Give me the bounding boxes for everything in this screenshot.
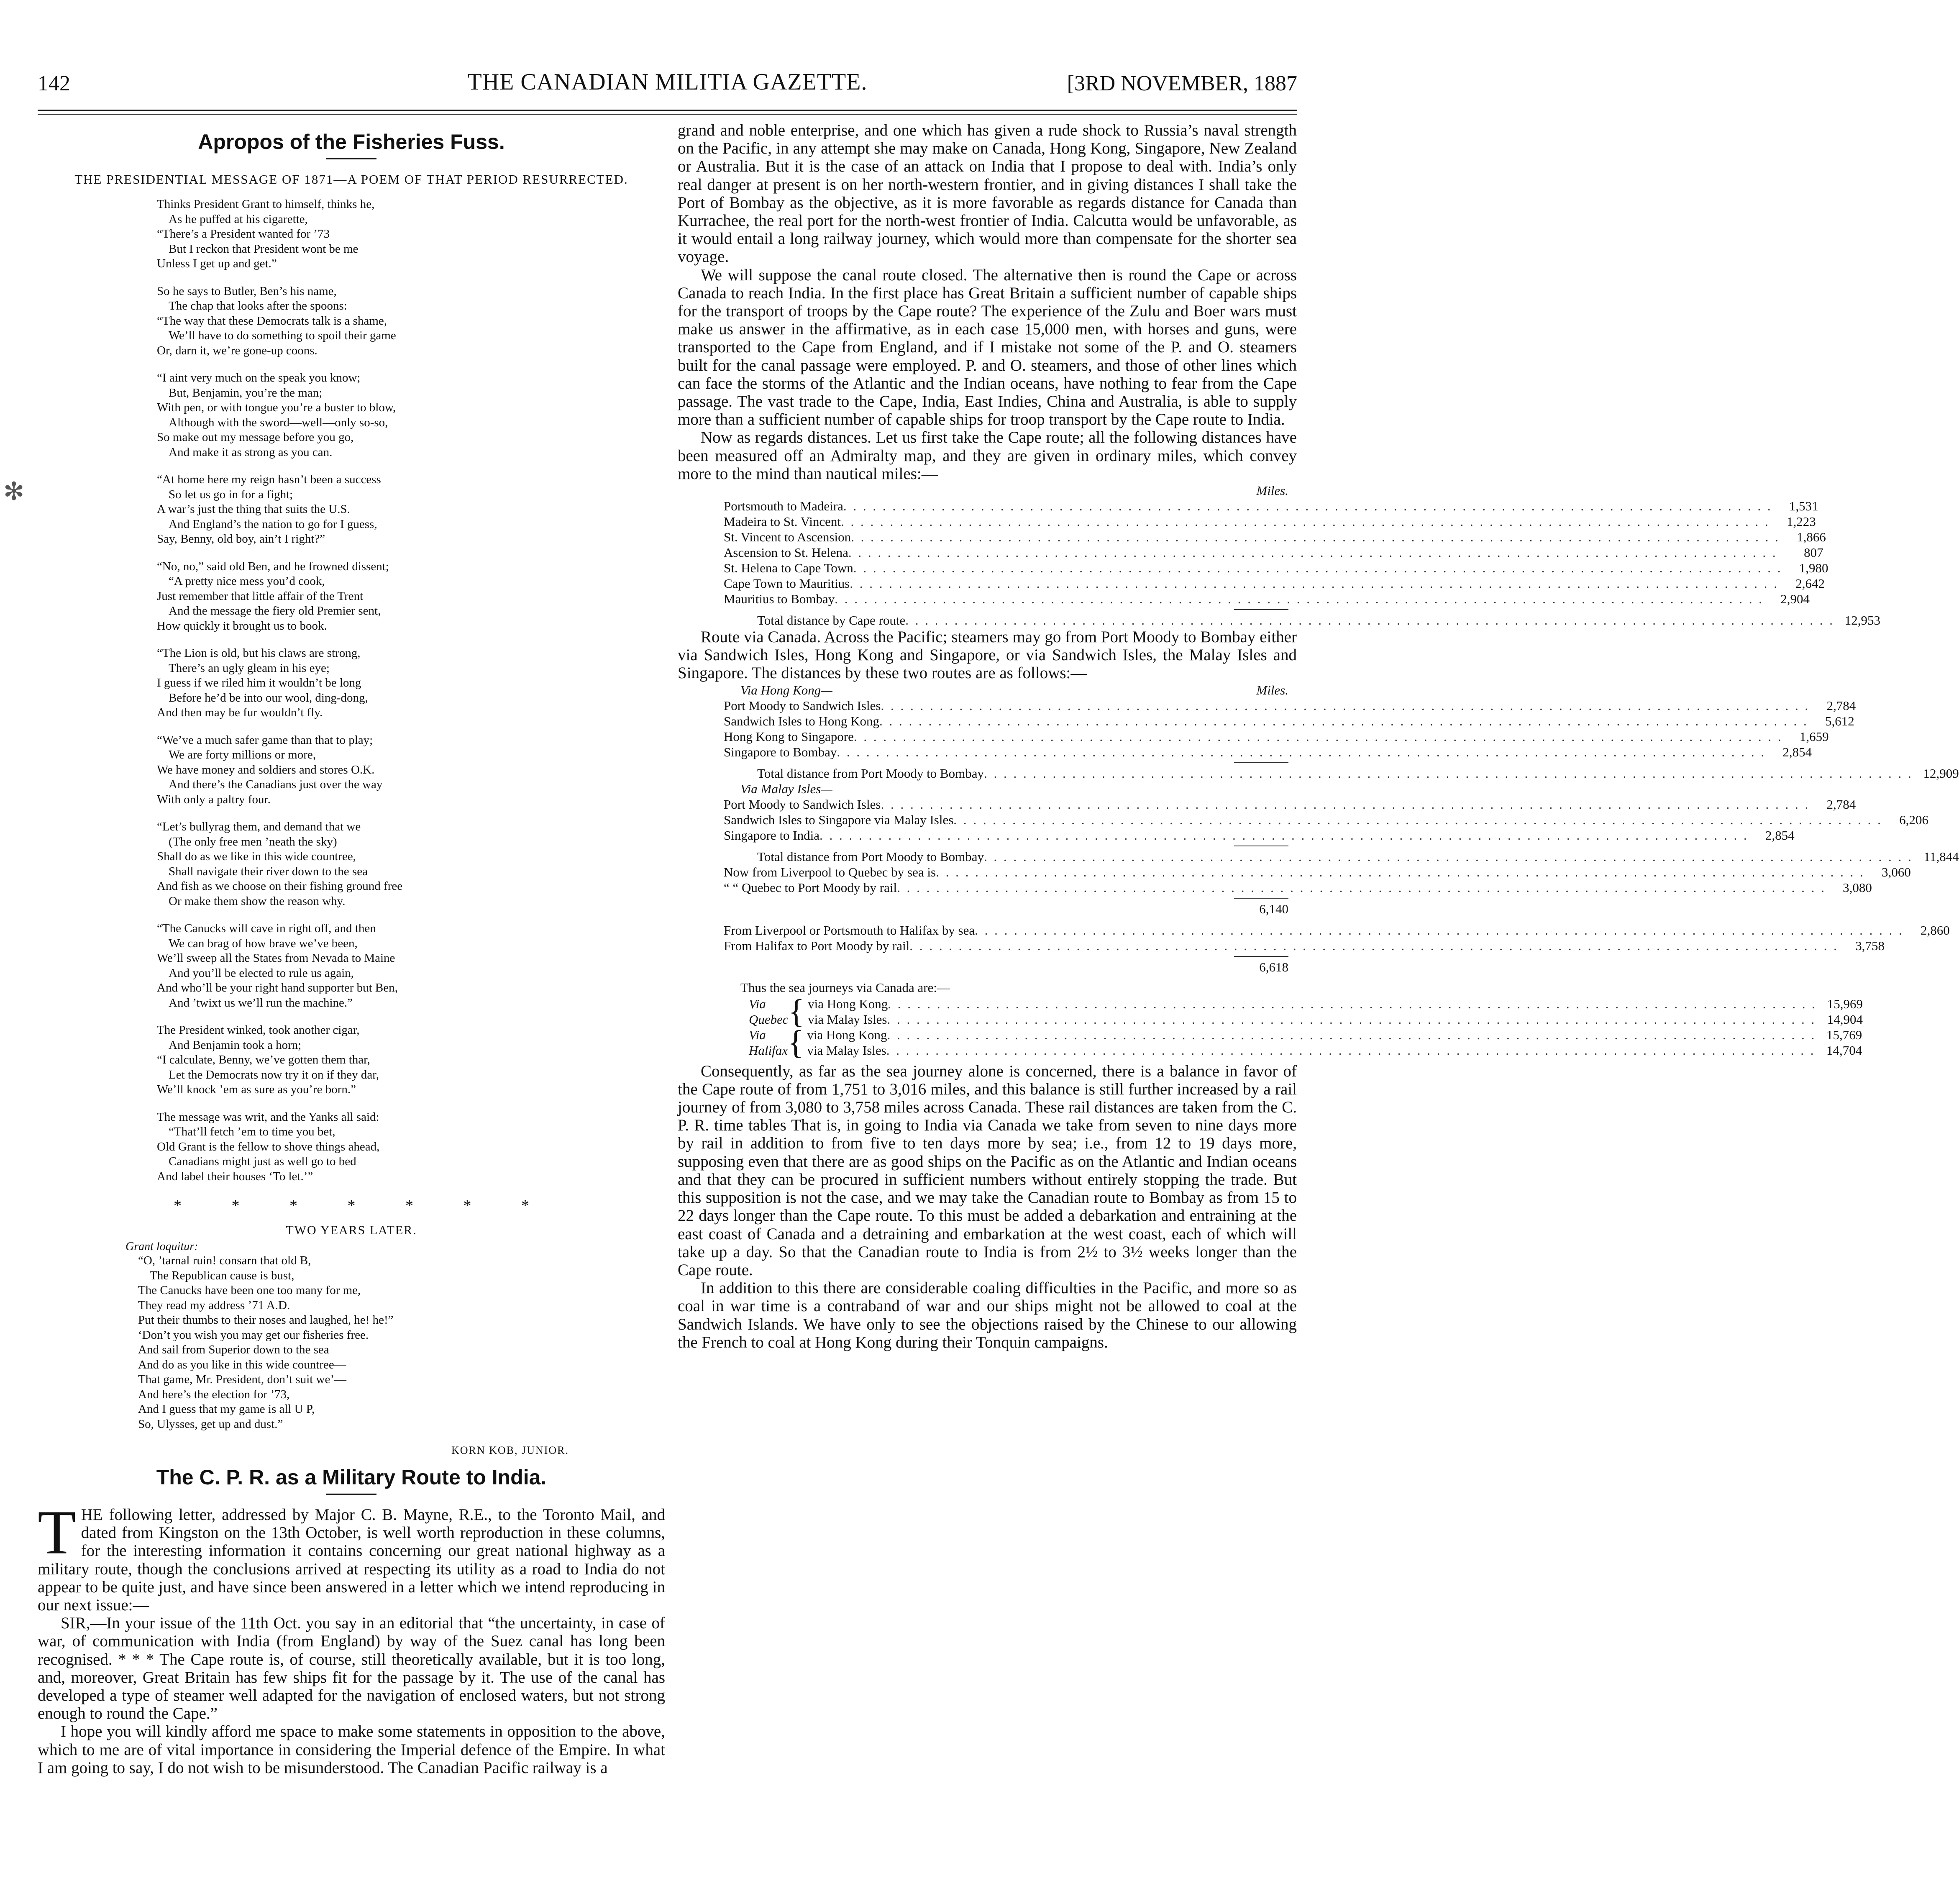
canada-route-paragraph — [678, 628, 1297, 682]
table-total-row — [724, 959, 1288, 975]
route-leg: From Liverpool or Portsmouth to Halifax by sea — [724, 923, 975, 938]
cpr-intro — [38, 1498, 665, 1777]
distance-miles: 2,854 — [1765, 828, 1795, 843]
poem-line: Or, darn it, we’re gone-up coons. — [157, 343, 318, 357]
poem-line: Canadians might just as well go to bed — [169, 1155, 356, 1168]
later-poem — [138, 1253, 665, 1432]
table-row — [724, 545, 1823, 560]
poem-line: ‘Don’t you wish you may get our fisheries free. — [138, 1328, 369, 1342]
leader-dots — [879, 713, 1808, 729]
issue-date: [3RD NOVEMBER, 1887 — [1067, 72, 1297, 95]
table-row — [724, 864, 1911, 880]
distance-miles: 2,784 — [1826, 698, 1856, 713]
title-rule — [326, 158, 376, 159]
distance-miles: 15,769 — [1826, 1027, 1862, 1042]
cpr-body-1 — [678, 121, 1297, 483]
total-value: 6,140 — [1259, 901, 1288, 916]
total-value: 12,953 — [1844, 613, 1880, 628]
leader-dots — [851, 529, 1780, 545]
route-leg: St. Vincent to Ascension — [724, 530, 851, 545]
page-header — [38, 63, 1297, 100]
paragraph: grand and noble enterprise, and one which has given a rude shock to Russia’s naval strength on the Pacific, in any attempt she may make on Canada, Hong Kong, Singapore, New Zealand or Australia. But it is the case of an attack on India that I propose to deal with. India’s only real danger at present is on her north-western frontier, and in giving distances I shall take the Port of Bombay as the objective, as it is more favorable as regards distance for Canada than Kurrachee, the real port for the north-west frontier of India. Calcutta would be unfavorable, as it would entail a long railway journey, which would more than compensate for the shorter sea voyage. — [678, 121, 1297, 266]
table-row — [724, 923, 1950, 938]
poem-line: And Benjamin took a horn; — [169, 1038, 302, 1052]
poem-line: “We’ve a much safer game than that to play; — [157, 733, 373, 747]
poem-line: And here’s the election for ’73, — [138, 1387, 290, 1401]
article-title-cpr: The C. P. R. as a Military Route to India. — [156, 1466, 547, 1489]
poem-line: With pen, or with tongue you’re a buster to blow, — [157, 401, 396, 414]
poem-line: The Republican cause is bust, — [150, 1268, 294, 1282]
poem-line: “The way that these Democrats talk is a shame, — [157, 314, 387, 328]
poem-stanza — [157, 472, 665, 547]
table-row — [724, 729, 1829, 744]
section-stars: * * * * * * * — [174, 1197, 529, 1215]
table-row — [724, 828, 1795, 843]
table-row — [724, 498, 1818, 514]
brace-icon: { — [787, 1024, 804, 1061]
total-label: Total distance from Port Moody to Bombay — [757, 766, 984, 781]
poem-line: They read my address ’71 A.D. — [138, 1298, 290, 1312]
poem-line: “That’ll fetch ’em to time you bet, — [169, 1125, 335, 1138]
leader-dots — [887, 1027, 1816, 1043]
poem-line: And who’ll be your right hand supporter but Ben, — [157, 981, 398, 994]
table-row — [724, 938, 1885, 953]
paragraph: Consequently, as far as the sea journey alone is concerned, there is a balance in favor of the Cape route of from 1,751 to 3,016 miles, and this balance is still further increased by a rail journey of from 3,080 to 3,758 miles across Canada. These rail distances are taken from the C. P. R. time tables That is, in going to India via Canada we take from seven to nine days more by rail in addition to from five to ten days more by sea; i.e., from 12 to 19 days more, supposing even that there are as good ships on the Pacific as on the Atlantic and Indian oceans and that they can be procured in sufficient numbers without entirely stopping the trade. But this supposition is not the case, and we may take the Canadian route to Bombay as from 15 to 22 days longer than the Cape route. To this must be added a debarkation and entraining at the east coast of Canada and a detraining and embarkation at the west coast, each of which will take up a day. So that the Canadian route to India is from 2½ to 3½ weeks longer than the Cape route. — [678, 1062, 1297, 1279]
poem-line: And do as you like in this wide countree— — [138, 1358, 346, 1371]
table-row — [724, 560, 1828, 576]
distance-miles: 5,612 — [1825, 713, 1854, 728]
poem-line: I guess if we riled him it wouldn’t be long — [157, 676, 361, 689]
poem-line: “At home here my reign hasn’t been a success — [157, 473, 381, 486]
poem-line: We can brag of how brave we’ve been, — [169, 936, 358, 950]
distance-miles: 14,704 — [1826, 1043, 1862, 1058]
paragraph: We will suppose the canal route closed. The alternative then is round the Cape or across Canada to reach India. In the first place has Great Britain a sufficient number of capable ships for the transport of troops by the Cape route? The experience of the Zulu and Boer wars must make us answer in the affirmative, as in each case 15,000 men, with horses and guns, were transported to the Cape from England, and if I mistake not some of the P. and O. steamers built for the canal passage were employed. P. and O. steamers, and those of other lines which can face the storms of the Atlantic and the Indian oceans, have nothing to fear from the Cape passage. The vast trade to the Cape, India, East Indies, China and Australia, is able to supply more than a sufficient number of capable ships for troop transport by the Cape route to India. — [678, 266, 1297, 429]
paragraph: Route via Canada. Across the Pacific; steamers may go from Port Moody to Bombay either via Sandwich Isles, Hong Kong and Singapore, or via Sandwich Isles, the Malay Isles and Singapore. The distances by these two routes are as follows:— — [678, 628, 1297, 682]
poem-line: We’ll sweep all the States from Nevada to Maine — [157, 951, 395, 965]
distance-miles: 3,080 — [1843, 880, 1872, 895]
table-row — [724, 797, 1856, 812]
poem-line: The message was writ, and the Yanks all said: — [157, 1110, 379, 1124]
table-row — [808, 996, 1863, 1012]
cape-route-table — [724, 483, 1880, 628]
poem-stanza — [157, 197, 665, 272]
via-halifax-label: Via Halifax — [749, 1027, 788, 1058]
hk-route-table — [724, 682, 1959, 1061]
poem-line: (The only free men ’neath the sky) — [169, 835, 337, 848]
poem-line: Let the Democrats now try it on if they dar, — [169, 1068, 379, 1081]
poem-stanza — [157, 1023, 665, 1097]
poem-stanza — [157, 1110, 665, 1184]
sum-rule — [1234, 898, 1288, 899]
poem-line: Although with the sword—well—only so-so, — [169, 415, 388, 429]
route-leg: Madeira to St. Vincent — [724, 514, 841, 529]
poem-stanza — [157, 820, 665, 909]
leader-dots — [936, 864, 1865, 880]
distance-miles: 2,784 — [1826, 797, 1856, 812]
poem-line: And label their houses ‘To let.’” — [157, 1169, 313, 1183]
route-leg: Sandwich Isles to Singapore via Malay Isles — [724, 812, 954, 827]
route-leg: Sandwich Isles to Hong Kong — [724, 713, 879, 728]
right-column — [678, 121, 1959, 1351]
poem-line: There’s an ugly gleam in his eye; — [169, 661, 330, 675]
route-leg: via Malay Isles — [807, 1043, 886, 1058]
distance-miles: 3,758 — [1855, 938, 1885, 953]
loquitur: Grant loquitur: — [125, 1240, 198, 1253]
distance-miles: 1,866 — [1797, 530, 1826, 545]
poem-line: “There’s a President wanted for ’73 — [157, 227, 330, 241]
sea-journeys-heading: Thus the sea journeys via Canada are:— — [740, 980, 950, 995]
poem-line: The chap that looks after the spoons: — [169, 299, 347, 313]
via-quebec-group — [749, 993, 1863, 1030]
poem-line: “A pretty nice mess you’d cook, — [169, 574, 325, 588]
leader-dots — [897, 880, 1826, 895]
table-row — [724, 713, 1854, 729]
paragraph: Now as regards distances. Let us first take the Cape route; all the following distances have been measured off an Admiralty map, and they are given in ordinary miles, which convey more to the mind than nautical miles:— — [678, 428, 1297, 483]
paragraph: SIR,—In your issue of the 11th Oct. you say in an editorial that “the uncertainty, in case of war, of communication with India (from England) by way of the Suez canal has long been recognised. * * * The Cape route is, of course, still theoretically available, but it is too long, and, moreover, Great Britain has few ships fit for the passage by it. The use of the canal has developed a type of steamer well adapted for the navigation of enclosed waters, but not strong enough to round the Cape.” — [38, 1614, 665, 1723]
page-number: 142 — [38, 72, 70, 95]
sum-rule — [1234, 762, 1288, 763]
distance-miles: 1,659 — [1799, 729, 1829, 744]
distance-miles: 3,060 — [1882, 864, 1911, 879]
poem-stanza — [157, 284, 665, 359]
route-leg: Port Moody to Sandwich Isles — [724, 698, 881, 713]
poem-line: The President winked, took another cigar, — [157, 1023, 360, 1037]
poem-line: And the message the fiery old Premier sent, — [169, 604, 381, 618]
route-leg: Cape Town to Mauritius — [724, 576, 850, 591]
poem-line: Just remember that little affair of the Trent — [157, 589, 364, 603]
poem-line: We’ll knock ’em as sure as you’re born.” — [157, 1083, 356, 1096]
distance-miles: 807 — [1804, 545, 1823, 560]
poem-signature: KORN KOB, JUNIOR. — [451, 1444, 569, 1456]
route-leg: Now from Liverpool to Quebec by sea is — [724, 864, 936, 879]
poem-line: The Canucks have been one too many for me, — [138, 1284, 361, 1297]
poem-line: And then may be fur wouldn’t fly. — [157, 706, 323, 719]
leader-dots — [953, 812, 1882, 828]
leader-dots — [888, 996, 1817, 1012]
poem-line: We’ll have to do something to spoil their game — [169, 329, 396, 342]
leader-dots — [854, 729, 1783, 744]
poem-line: Thinks President Grant to himself, thinks he, — [157, 197, 375, 211]
poem-line: Say, Benny, old boy, ain’t I right?” — [157, 532, 325, 546]
route-leg: “ “ Quebec to Port Moody by rail — [724, 880, 897, 895]
brace-icon: { — [788, 993, 805, 1030]
article-title-fisheries: Apropos of the Fisheries Fuss. — [198, 130, 505, 154]
route-leg: Ascension to St. Helena — [724, 545, 848, 560]
poem-stanza — [138, 1253, 665, 1432]
poem-subtitle: THE PRESIDENTIAL MESSAGE OF 1871—A POEM OF THAT PERIOD RESURRECTED. — [74, 172, 628, 187]
distance-miles: 6,206 — [1899, 812, 1929, 827]
poem-line: So let us go in for a fight; — [169, 487, 293, 501]
route-leg: Port Moody to Sandwich Isles — [724, 797, 881, 812]
table-total-row — [724, 766, 1959, 781]
poem-line: So he says to Butler, Ben’s his name, — [157, 284, 337, 298]
miles-header: Miles. — [1256, 682, 1288, 697]
leader-dots — [909, 938, 1839, 953]
leader-dots — [850, 576, 1779, 591]
poem-line: “I calculate, Benny, we’ve gotten them thar, — [157, 1053, 370, 1066]
table-row — [724, 514, 1816, 529]
distance-miles: 1,980 — [1799, 561, 1828, 576]
title-rule — [326, 1494, 376, 1495]
table-row — [724, 880, 1872, 895]
masthead: THE CANADIAN MILITIA GAZETTE. — [467, 69, 868, 95]
route-leg: via Hong Kong — [808, 996, 888, 1011]
poem-line: And England’s the nation to go for I guess, — [169, 517, 377, 531]
table-header-row — [724, 781, 1288, 797]
route-leg: Mauritius to Bombay — [724, 592, 835, 607]
table-row — [724, 812, 1929, 828]
distance-miles: 2,860 — [1921, 923, 1950, 938]
route-leg: Singapore to India — [724, 828, 820, 843]
hk-heading: Via Hong Kong— — [740, 682, 832, 697]
leader-dots — [843, 498, 1772, 514]
route-leg: From Halifax to Port Moody by rail — [724, 938, 910, 953]
total-label: Total distance from Port Moody to Bombay — [757, 849, 984, 864]
distance-miles: 2,854 — [1782, 744, 1812, 759]
route-leg: Hong Kong to Singapore — [724, 729, 854, 744]
table-row — [808, 1012, 1863, 1027]
cpr-body-2 — [678, 1062, 1297, 1351]
poem-line: And make it as strong as you can. — [169, 445, 333, 459]
poem-line: “The Canucks will cave in right off, and then — [157, 922, 376, 935]
table-row — [724, 591, 1810, 607]
leader-dots — [819, 828, 1749, 843]
poem-stanza — [157, 371, 665, 460]
table-row — [724, 576, 1825, 591]
distance-miles: 2,904 — [1780, 592, 1810, 607]
via-halifax-group — [749, 1024, 1862, 1061]
poem-line: “The Lion is old, but his claws are strong, — [157, 646, 361, 660]
poem-stanza — [157, 646, 665, 720]
poem-stanza — [157, 921, 665, 1010]
miles-header: Miles. — [1256, 483, 1288, 498]
drop-cap: T — [38, 1498, 76, 1567]
left-column — [38, 121, 665, 1777]
poem-line: But I reckon that President wont be me — [169, 242, 359, 256]
route-leg: via Malay Isles — [808, 1012, 887, 1027]
leader-dots — [881, 797, 1810, 812]
poem-line: We are forty millions or more, — [169, 748, 316, 761]
header-rule-thin — [38, 114, 1297, 115]
route-leg: Singapore to Bombay — [724, 744, 837, 759]
leader-dots — [835, 591, 1764, 607]
sum-rule — [1234, 609, 1288, 610]
distance-miles: 2,642 — [1795, 576, 1825, 591]
poem-line: But, Benjamin, you’re the man; — [169, 386, 323, 400]
poem-line: “No, no,” said old Ben, and he frowned dissent; — [157, 559, 389, 573]
table-row — [724, 529, 1826, 545]
route-leg: St. Helena to Cape Town — [724, 561, 853, 576]
distance-miles: 1,531 — [1789, 499, 1818, 514]
route-leg: Portsmouth to Madeira — [724, 499, 843, 514]
leader-dots — [848, 545, 1777, 560]
sum-rule — [1234, 956, 1288, 957]
poem-stanza — [157, 559, 665, 634]
poem-line: “O, ’tarnal ruin! consarn that old B, — [138, 1254, 311, 1267]
poem-line: And ’twixt us we’ll run the machine.” — [169, 996, 353, 1010]
total-value: 6,618 — [1259, 959, 1288, 974]
distance-miles: 14,904 — [1827, 1012, 1863, 1027]
poem-line: Old Grant is the fellow to shove things ahead, — [157, 1140, 380, 1153]
poem-line: “I aint very much on the speak you know; — [157, 371, 361, 384]
table-row — [807, 1027, 1862, 1043]
poem-line: Before he’d be into our wool, ding-dong, — [169, 691, 368, 705]
table-total-row — [724, 901, 1288, 917]
leader-dots — [886, 1043, 1816, 1058]
poem-line: Put their thumbs to their noses and laughed, he! he!” — [138, 1313, 394, 1327]
poem-stanza — [157, 733, 665, 807]
distance-miles: 15,969 — [1827, 996, 1863, 1011]
poem-line: Unless I get up and get.” — [157, 257, 277, 270]
leader-dots — [841, 514, 1770, 529]
paragraph: In addition to this there are considerable coaling difficulties in the Pacific, and more so as coal in war time is a contraband of war and our ships might not be allowed to coal at the Sandwich Islands. We have only to see the objections raised by the Chinese to our allowing the French to coal at Hong Kong during their Tonquin campaigns. — [678, 1279, 1297, 1351]
distance-miles: 1,223 — [1786, 514, 1816, 529]
poem-line: And I guess that my game is all U P, — [138, 1402, 315, 1416]
header-rule — [38, 110, 1297, 111]
poem-line: “Let’s bullyrag them, and demand that we — [157, 820, 361, 833]
table-row — [724, 698, 1856, 713]
paragraph: I hope you will kindly afford me space to make some statements in opposition to the above, which to me are of vital importance in considering the Imperial defence of the Empire. In what I am going to say, I do not wish to be misunderstood. The Canadian Pacific railway is a — [38, 1722, 665, 1777]
leader-dots — [975, 923, 1904, 938]
poem-line: We have money and soldiers and stores O.K. — [157, 763, 375, 776]
poem-line: Shall do as we like in this wide countree, — [157, 850, 356, 863]
total-value: 12,909 — [1923, 766, 1959, 781]
poem-line: A war’s just the thing that suits the U.S. — [157, 502, 350, 516]
route-leg: via Hong Kong — [807, 1027, 887, 1042]
leader-dots — [837, 744, 1766, 760]
table-row — [807, 1043, 1862, 1058]
malay-heading: Via Malay Isles— — [740, 781, 832, 796]
leader-dots — [887, 1012, 1817, 1027]
leader-dots — [881, 698, 1810, 713]
leader-dots — [853, 560, 1782, 576]
intro-text: HE following letter, addressed by Major C. B. Mayne, R.E., to the Toronto Mail, and dated from Kingston on the 13th October, is well worth reproduction in these columns, for the interesting information it contains concerning our great national highway as a military route, though the conclusions arrived at respecting its utility as a road to India do not appear to be quite just, and have since been answered in a letter which we intend reproducing in our next issue:— — [38, 1506, 665, 1614]
total-value: 11,844 — [1923, 849, 1959, 864]
poem-line: And sail from Superior down to the sea — [138, 1343, 329, 1356]
poem-line: And fish as we choose on their fishing ground free — [157, 879, 403, 893]
poem-line: And you’ll be elected to rule us again, — [169, 966, 354, 980]
table-total-row — [724, 849, 1959, 864]
ink-blot-icon: ✻ — [3, 478, 25, 505]
poem — [157, 197, 665, 1184]
poem-line: As he puffed at his cigarette, — [169, 212, 308, 226]
poem-line: Shall navigate their river down to the sea — [169, 864, 368, 878]
poem-line: That game, Mr. President, don’t suit we’— — [138, 1373, 347, 1386]
table-total-row — [724, 612, 1880, 628]
table-header-row — [724, 682, 1288, 698]
poem-line: With only a paltry four. — [157, 792, 271, 806]
via-quebec-label: Via Quebec — [749, 996, 789, 1027]
poem-line: So make out my message before you go, — [157, 431, 354, 444]
poem-line: So, Ulysses, get up and dust.” — [138, 1417, 283, 1431]
poem-line: And there’s the Canadians just over the way — [169, 778, 383, 791]
poem-line: Or make them show the reason why. — [169, 894, 346, 908]
poem-line: How quickly it brought us to book. — [157, 619, 327, 633]
table-row — [724, 744, 1812, 760]
total-label: Total distance by Cape route — [757, 613, 906, 628]
two-years-later-heading: TWO YEARS LATER. — [286, 1223, 417, 1237]
